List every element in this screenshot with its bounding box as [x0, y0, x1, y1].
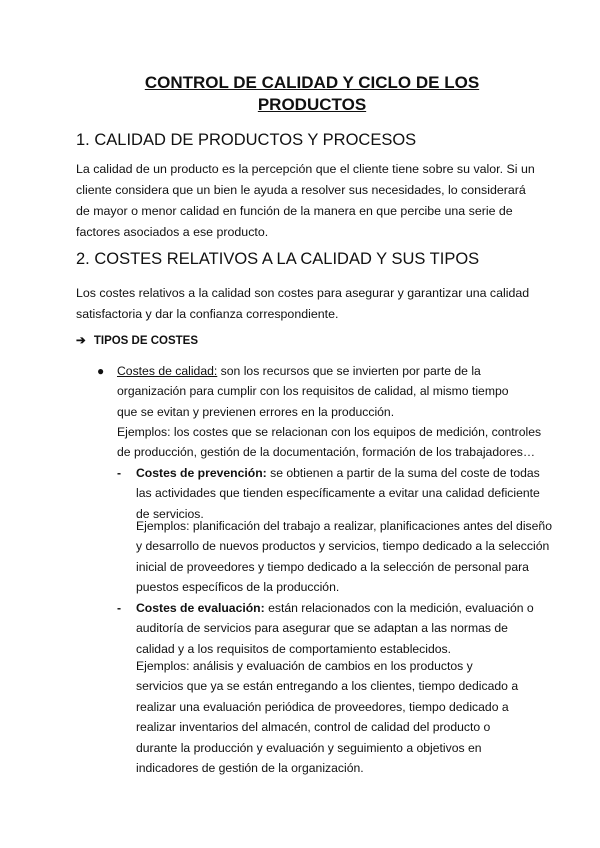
costes-prevencion-examples: Ejemplos: planificación del trabajo a realizar, planificaciones antes del diseño y desarrollo de nuevos productos y servicios, tiempo dedicado a la selección inicial de proveedores y tiempo dedicado a la selección de personal para puestos específicos de la producción.	[136, 519, 552, 595]
costes-evaluacion-examples: Ejemplos: análisis y evaluación de cambios en los productos y servicios que ya se están entregando a los clientes, tiempo dedicado a realizar una evaluación periódica de proveedores, tiempo dedicado a realizar inventarios del almacén, control de calidad del producto o durante la producción y evaluación y seguimiento a objetivos en indicadores de gestión de la organización.	[136, 659, 519, 776]
sub-item-costes-evaluacion	[136, 598, 542, 659]
tipos-de-costes-subheading	[76, 332, 198, 350]
section-2-paragraph: Los costes relativos a la calidad son costes para asegurar y garantizar una calidad satisfactoria y dar la confianza correspondiente.	[76, 286, 530, 321]
costes-prevencion-text: se obtienen a partir de la suma del coste de todas las actividades que tienden específicamente a evitar una calidad deficiente de servicios.	[136, 466, 540, 521]
costes-calidad-term: Costes de calidad:	[117, 364, 218, 378]
section-1-paragraph: La calidad de un producto es la percepción que el cliente tiene sobre su valor. Si un cliente considera que un bien le ayuda a resolver sus necesidades, lo considerará de mayor o menor calidad en función de la manera en que percibe una serie de factores asociados a ese producto.	[76, 162, 535, 239]
section-2-heading: 2. COSTES RELATIVOS A LA CALIDAD Y SUS TIPOS	[76, 250, 480, 268]
costes-evaluacion-text: están relacionados con la medición, evaluación o auditoría de servicios para asegurar que se adaptan a las normas de calidad y a los requisitos de comportamiento establecidos.	[136, 601, 534, 656]
document-title: CONTROL DE CALIDAD Y CICLO DE LOS PRODUCTOS	[144, 73, 480, 114]
section-1-heading: 1. CALIDAD DE PRODUCTOS Y PROCESOS	[76, 131, 417, 149]
costes-prevencion-term: Costes de prevención:	[136, 466, 267, 480]
dash-icon: -	[117, 601, 122, 615]
bullet-icon: ●	[97, 364, 105, 378]
costes-calidad-examples: Ejemplos: los costes que se relacionan con los equipos de medición, controles de producción, gestión de la documentación, formación de los trabajadores…	[117, 425, 542, 460]
costes-calidad-text: son los recursos que se invierten por parte de la organización para cumplir con los requisitos de calidad, al mismo tiempo que se evitan y previenen errores en la producción.	[117, 364, 509, 419]
costes-evaluacion-term: Costes de evaluación:	[136, 601, 265, 615]
arrow-icon: ➔	[76, 335, 86, 347]
tipos-de-costes-label: TIPOS DE COSTES	[93, 335, 199, 347]
bullet-item-costes-calidad	[117, 361, 530, 422]
dash-icon: -	[117, 466, 122, 480]
